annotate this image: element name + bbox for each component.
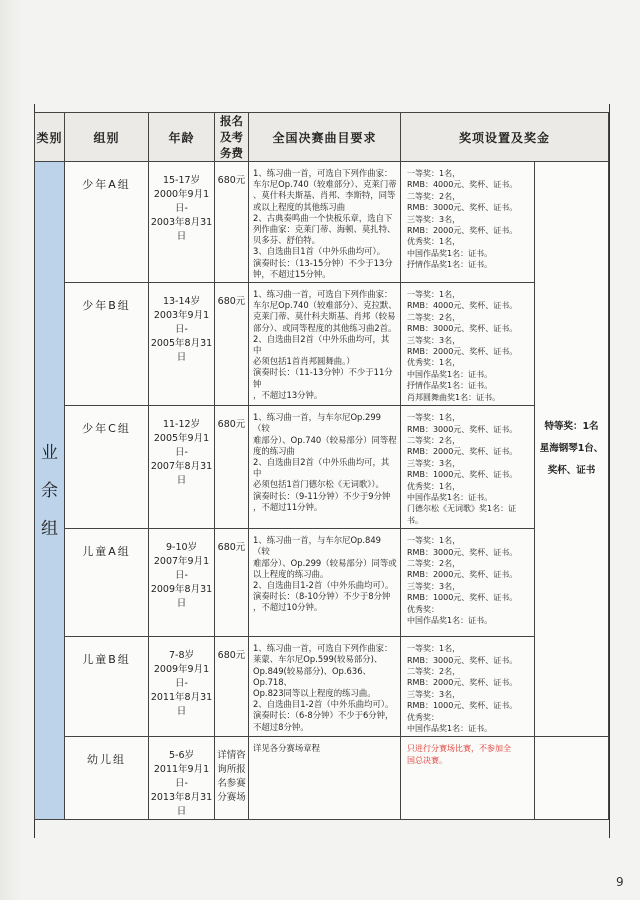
- prize-line: RMB：2000元、奖杯、证书。: [407, 447, 518, 457]
- requirement-line: 车尔尼Op.740（较难部分）、克莱门蒂: [253, 179, 397, 190]
- category-char: 余: [41, 480, 58, 501]
- requirement-line: ，不超过11分钟。: [253, 501, 323, 512]
- age-line: 5-6岁: [168, 750, 195, 762]
- header-group: 组别: [65, 113, 149, 162]
- header-prizes: 奖项设置及奖金: [401, 113, 609, 162]
- requirement-line: 或以上程度的其他练习曲: [253, 201, 346, 212]
- prize-line: RMB：1000元、奖杯、证书。: [407, 593, 518, 603]
- header-age: 年龄: [149, 113, 215, 162]
- header-row: [35, 113, 609, 162]
- prize-line: RMB：4000元、奖杯、证书。: [407, 301, 518, 311]
- prize-line: 优秀奖：1名，: [407, 237, 461, 247]
- prize-line: RMB：4000元、奖杯、证书。: [407, 180, 518, 190]
- requirement-line: 演奏时长：（11-13分钟）不少于11分钟: [253, 367, 393, 389]
- age-line: 11-12岁: [162, 419, 201, 431]
- prize-line: 二等奖：2名，: [407, 191, 461, 201]
- prize-line: RMB：3000元、奖杯、证书。: [407, 547, 518, 557]
- prize-line: 抒情作品奖1名：证书。: [407, 381, 493, 391]
- fee-line: 680元: [217, 296, 246, 308]
- requirement-line: 2、自选曲目1-2首（中外乐曲均可）。: [253, 699, 394, 710]
- fee-line: 680元: [217, 175, 246, 186]
- prize-line: 中国作品奖1名：证书。: [407, 724, 493, 733]
- requirement-line: 1、练习曲一首，与车尔尼Op.299（较: [253, 412, 382, 434]
- requirement-line: 2、自选曲目2首（中外乐曲均可，其中: [253, 456, 390, 479]
- prize-line: 二等奖：2名，: [407, 435, 461, 445]
- requirement-line: 必须包括1首肖邦圆舞曲。）: [253, 356, 355, 367]
- prize-list: [401, 162, 535, 283]
- requirement-line: 不超过8分钟。: [253, 721, 309, 732]
- age-line: 2007年8月31日: [150, 461, 213, 487]
- requirement-line: 演奏时长：（6-8分钟）不少于6分钟，: [253, 710, 394, 721]
- prize-line: 门德尔松《无词歌》奖1名：证书。: [407, 504, 517, 525]
- requirement-line: 1、练习曲一首，可选自下列作曲家：: [253, 643, 393, 654]
- requirement-line: 2、自选曲目1-2首（中外乐曲均可）。: [253, 579, 394, 590]
- prize-line: 一等奖：1名，: [407, 413, 461, 423]
- prize-list: [401, 737, 535, 820]
- prize-line: RMB：3000元、奖杯、证书。: [407, 424, 518, 434]
- requirement-line: Op.823同等以上程度的练习曲。: [253, 687, 376, 698]
- special-prize-line: 奖杯、证书: [547, 465, 596, 477]
- prize-line: 只进行分赛场比赛，不参加全: [407, 744, 511, 754]
- prize-list: [401, 406, 535, 529]
- fee-line: 名参赛: [217, 778, 246, 790]
- fee-line: 680元: [217, 542, 246, 554]
- prize-line: RMB：2000元、奖杯、证书。: [407, 570, 518, 580]
- age-line: 2009年8月31日: [150, 584, 213, 610]
- prize-line: 肖邦圆舞曲奖1名：证书。: [407, 392, 501, 402]
- age-range: [149, 529, 215, 637]
- requirement-line: 详见各分赛场章程: [253, 743, 320, 754]
- table-row: [35, 637, 609, 737]
- prize-line: RMB：3000元、奖杯、证书。: [407, 324, 518, 334]
- special-prize-line: 特等奖：1名: [544, 421, 599, 433]
- prize-line: 中国作品奖1名：证书。: [407, 369, 493, 379]
- page-number: 9: [616, 875, 624, 889]
- category-char: 业: [41, 442, 58, 463]
- prize-line: RMB：1000元、奖杯、证书。: [407, 701, 518, 711]
- requirement-line: Op.849(较易部分)、Op.636、Op.718、: [253, 665, 371, 687]
- header-fee: 报名及考务费: [215, 113, 249, 162]
- prize-line: 优秀奖：1名，: [407, 358, 461, 368]
- group-name: 儿童A组: [65, 529, 149, 637]
- fee-line: 分赛场: [217, 792, 246, 804]
- fee: [215, 529, 249, 637]
- requirement-line: 列作曲家：克莱门蒂、海顿、莫扎特、: [253, 224, 396, 235]
- age-range: [149, 283, 215, 406]
- age-line: 2003年9月1日-: [153, 310, 210, 336]
- requirement: [249, 529, 401, 637]
- requirement-line: 2、自选曲目2首（中外乐曲均可，其中: [253, 333, 390, 356]
- requirement-line: 演奏时长：（9-11分钟）不少于9分钟: [253, 490, 391, 501]
- prize-line: 一等奖：1名，: [407, 536, 461, 546]
- age-line: 2005年9月1日-: [153, 433, 210, 459]
- table-row: [35, 529, 609, 637]
- prize-line: 三等奖：3名，: [407, 335, 461, 345]
- prize-line: 中国作品奖1名：证书。: [407, 492, 493, 502]
- fee: [215, 737, 249, 820]
- age-line: 2003年8月31日: [150, 217, 213, 242]
- fee-line: 680元: [217, 419, 246, 431]
- fee: [215, 406, 249, 529]
- fee: [215, 637, 249, 737]
- requirement-line: 难部分）、Op.299（较易部分）同等或: [253, 557, 397, 568]
- age-line: 9-10岁: [165, 542, 198, 554]
- age-line: 2000年9月1日-: [153, 189, 210, 214]
- table-row: [35, 162, 609, 283]
- prize-line: 三等奖：3名，: [407, 581, 461, 591]
- requirement-line: 1、练习曲一首，可选自下列作曲家：: [253, 289, 393, 300]
- table-row: [35, 406, 609, 529]
- requirement-line: 钟，不超过15分钟。: [253, 268, 331, 279]
- group-name: 儿童B组: [65, 637, 149, 737]
- requirement-line: 克莱门蒂、莫什科夫斯基、肖邦（较易: [253, 311, 396, 322]
- header-category: 类别: [35, 113, 65, 162]
- requirement-line: 、莫什科夫斯基、肖邦、李斯特，同等: [253, 190, 396, 201]
- prize-line: RMB：2000元、奖杯、证书。: [407, 347, 518, 357]
- requirement-line: 莱蒙、车尔尼Op.599(较易部分)、: [253, 654, 383, 665]
- prize-line: RMB：2000元、奖杯、证书。: [407, 678, 518, 688]
- prize-line: 二等奖：2名，: [407, 558, 461, 568]
- age-range: [149, 737, 215, 820]
- requirement-line: 部分）、或同等程度的其他练习曲2首。: [253, 322, 397, 333]
- age-line: 2007年9月1日-: [153, 556, 210, 582]
- prize-line: RMB：3000元、奖杯、证书。: [407, 655, 518, 665]
- page-spine-shadow: [0, 0, 22, 900]
- group-name: 幼儿组: [65, 737, 149, 820]
- prize-line: 三等奖：3名，: [407, 458, 461, 468]
- group-name: 少年A组: [65, 162, 149, 283]
- prize-line: 中国作品奖1名：证书。: [407, 248, 493, 258]
- competition-table: [34, 112, 609, 820]
- age-line: 2013年8月31日: [150, 792, 213, 818]
- prize-line: 三等奖：3名，: [407, 689, 461, 699]
- special-prize: [535, 162, 609, 737]
- prize-line: 中国作品奖1名：证书。: [407, 616, 493, 625]
- requirement: [249, 637, 401, 737]
- table-row: [35, 283, 609, 406]
- category-amateur: [35, 162, 65, 820]
- table-row: [35, 737, 609, 820]
- age-line: 2005年8月31日: [150, 338, 213, 364]
- age-line: 2009年9月1日-: [153, 664, 210, 690]
- category-char: 组: [41, 518, 58, 539]
- empty-cell: [535, 737, 609, 820]
- prize-line: 三等奖：3名，: [407, 214, 461, 224]
- prize-line: 抒情作品奖1名：证书。: [407, 260, 493, 270]
- requirement-line: 度的练习曲: [253, 445, 295, 456]
- requirement: [249, 283, 401, 406]
- age-range: [149, 637, 215, 737]
- age-line: 2011年9月1日-: [153, 764, 210, 790]
- requirement-line: 演奏时长：（8-10分钟）不少于8分钟: [253, 591, 391, 602]
- prize-line: 一等奖：1名，: [407, 644, 461, 654]
- requirement-line: 难部分）、Op.740（较易部分）同等程: [253, 434, 397, 445]
- age-range: [149, 406, 215, 529]
- requirement-line: 演奏时长：（13-15分钟）不少于13分: [253, 257, 393, 268]
- fee-line: 详情咨: [217, 750, 246, 762]
- prize-line: 优秀奖：: [407, 604, 439, 614]
- fee-line: 询所报: [217, 764, 246, 776]
- group-name: 少年B组: [65, 283, 149, 406]
- age-line: 2011年8月31日: [150, 692, 213, 718]
- prize-line: RMB：1000元、奖杯、证书。: [407, 470, 518, 480]
- prize-line: 二等奖：2名，: [407, 666, 461, 676]
- prize-line: 一等奖：1名，: [407, 169, 461, 178]
- prize-line: 二等奖：2名，: [407, 312, 461, 322]
- requirement: [249, 406, 401, 529]
- requirement-line: ，不超过10分钟。: [253, 602, 323, 613]
- prize-list: [401, 529, 535, 637]
- prize-line: 一等奖：1名，: [407, 290, 461, 300]
- requirement: [249, 737, 401, 820]
- fee: [215, 162, 249, 283]
- prize-list: [401, 637, 535, 737]
- requirement-line: 以上程度的练习曲。: [253, 568, 329, 579]
- prize-line: 优秀奖：: [407, 712, 439, 722]
- fee-line: 680元: [217, 650, 246, 662]
- requirement-line: 2、古典奏鸣曲一个快板乐章，选自下: [253, 212, 393, 223]
- requirement-line: 贝多芬、舒伯特。: [253, 235, 320, 246]
- requirement: [249, 162, 401, 283]
- age-line: 15-17岁: [162, 175, 201, 186]
- requirement-line: 3、自选曲目1首（中外乐曲均可）。: [253, 246, 386, 257]
- age-range: [149, 162, 215, 283]
- header-requirement: 全国决赛曲目要求: [249, 113, 401, 162]
- special-prize-line: 星海钢琴1台、: [539, 443, 604, 455]
- prize-line: RMB：3000元、奖杯、证书。: [407, 203, 518, 213]
- prize-line: 优秀奖：1名，: [407, 481, 461, 491]
- age-line: 13-14岁: [162, 296, 201, 308]
- requirement-line: 车尔尼Op.740（较难部分）、克拉默、: [253, 300, 397, 311]
- requirement-line: ，不超过13分钟。: [253, 389, 323, 400]
- group-name: 少年C组: [65, 406, 149, 529]
- requirement-line: 必须包括1首门德尔松《无词歌》）。: [253, 479, 384, 490]
- prize-list: [401, 283, 535, 406]
- age-line: 7-8岁: [168, 650, 195, 662]
- fee: [215, 283, 249, 406]
- requirement-line: 1、练习曲一首，与车尔尼Op.849（较: [253, 535, 382, 557]
- prize-line: 国总决赛。: [407, 755, 447, 765]
- prize-line: RMB：2000元、奖杯、证书。: [407, 226, 518, 236]
- requirement-line: 1、练习曲一首，可选自下列作曲家：: [253, 168, 393, 178]
